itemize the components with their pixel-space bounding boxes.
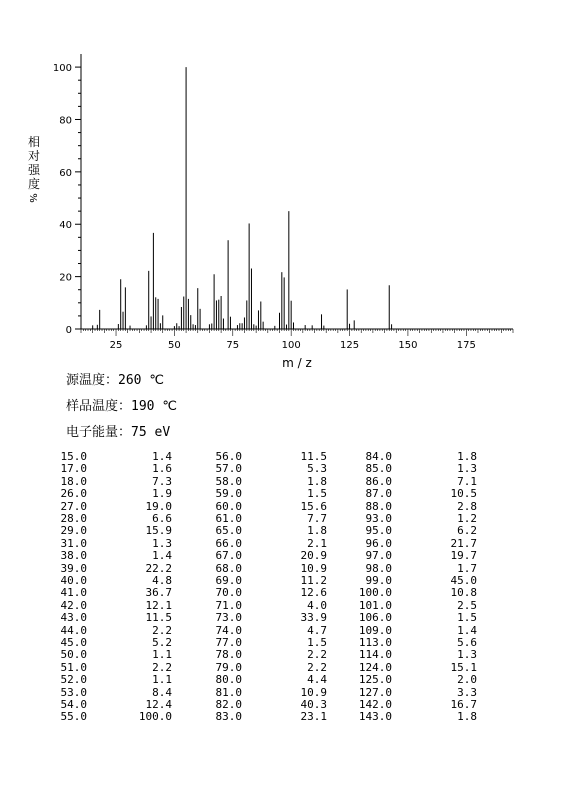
mz-value: 26.0 [60, 487, 87, 501]
mz-value: 106.0 [358, 611, 392, 625]
x-tick-label: 100 [281, 340, 301, 351]
table-row [62, 624, 492, 637]
mz-value: 67.0 [215, 549, 242, 563]
intensity-value: 15.9 [145, 524, 172, 538]
table-row [62, 500, 492, 513]
y-tick-label: 80 [59, 115, 72, 127]
mz-value: 65.0 [215, 524, 242, 538]
y-tick-label: 20 [59, 272, 72, 284]
intensity-value: 6.2 [457, 524, 477, 538]
intensity-value: 7.3 [152, 474, 172, 488]
intensity-value: 1.1 [152, 648, 172, 662]
x-tick-label: 175 [456, 340, 476, 351]
intensity-value: 21.7 [450, 536, 477, 550]
intensity-value: 15.6 [300, 499, 327, 513]
mz-value: 101.0 [358, 598, 392, 612]
intensity-value: 4.7 [307, 623, 327, 637]
table-row [62, 512, 492, 525]
x-tick-label: 50 [168, 340, 181, 351]
intensity-value: 5.6 [457, 636, 477, 649]
mz-value: 39.0 [60, 561, 87, 575]
table-row [62, 450, 492, 463]
table-row [62, 549, 492, 562]
mz-value: 99.0 [365, 574, 392, 587]
intensity-value: 6.6 [152, 512, 172, 525]
mz-value: 87.0 [365, 487, 392, 501]
intensity-value: 2.8 [457, 499, 477, 513]
mz-value: 56.0 [215, 450, 242, 463]
intensity-value: 2.2 [307, 660, 327, 674]
mz-value: 78.0 [215, 648, 242, 662]
intensity-value: 1.4 [152, 450, 172, 463]
intensity-value: 8.4 [152, 685, 172, 699]
mz-value: 29.0 [60, 524, 87, 538]
mz-value: 127.0 [358, 685, 392, 699]
sample-temp-value: 190 ℃ [131, 399, 177, 414]
mz-value: 27.0 [60, 499, 87, 513]
mz-value: 59.0 [215, 487, 242, 501]
intensity-value: 1.8 [457, 450, 477, 463]
mz-value: 40.0 [60, 574, 87, 587]
mz-value: 44.0 [60, 623, 87, 637]
table-row [62, 648, 492, 661]
spectrum-bars [93, 67, 392, 329]
table-row [62, 686, 492, 699]
mz-value: 88.0 [365, 499, 392, 513]
intensity-value: 20.9 [300, 549, 327, 563]
intensity-value: 1.2 [457, 512, 477, 525]
mz-value: 143.0 [358, 710, 392, 724]
table-row [62, 537, 492, 550]
x-tick-label: 25 [109, 340, 123, 351]
source-temp-label: 源温度： [66, 373, 119, 388]
mz-value: 66.0 [215, 536, 242, 550]
intensity-value: 1.4 [152, 549, 172, 563]
mz-value: 70.0 [215, 586, 242, 600]
mz-value: 68.0 [215, 561, 242, 575]
intensity-value: 2.2 [307, 648, 327, 662]
table-row [62, 661, 492, 674]
table-row [62, 487, 492, 500]
y-tick-label: 100 [52, 63, 72, 75]
intensity-value: 1.5 [307, 636, 327, 649]
intensity-value: 7.7 [307, 512, 327, 525]
mz-value: 114.0 [358, 648, 392, 662]
intensity-value: 16.7 [450, 698, 477, 711]
mz-value: 15.0 [60, 450, 87, 463]
mz-value: 82.0 [215, 698, 242, 711]
intensity-value: 12.6 [300, 586, 327, 600]
intensity-value: 1.8 [457, 710, 477, 724]
mz-value: 100.0 [358, 586, 392, 600]
table-row [62, 475, 492, 488]
electron-energy-label: 电子能量： [66, 425, 132, 440]
y-tick-label: 0 [65, 325, 72, 336]
mz-value: 98.0 [365, 561, 392, 575]
sample-temperature [66, 395, 177, 414]
mz-value: 113.0 [358, 636, 392, 649]
intensity-value: 1.6 [152, 462, 172, 476]
x-axis-label: m / z [282, 356, 312, 370]
intensity-value: 11.5 [300, 450, 327, 463]
mz-value: 79.0 [215, 660, 242, 674]
mz-value: 45.0 [60, 636, 87, 649]
intensity-value: 2.0 [457, 673, 477, 687]
x-tick-label: 75 [226, 340, 240, 351]
mz-value: 97.0 [365, 549, 392, 563]
table-row [62, 574, 492, 587]
mz-value: 74.0 [215, 623, 242, 637]
intensity-value: 10.5 [450, 487, 477, 501]
mz-value: 43.0 [60, 611, 87, 625]
mz-value: 38.0 [60, 549, 87, 563]
mz-value: 50.0 [60, 648, 87, 662]
source-temperature [66, 369, 164, 388]
y-tick-label: 60 [59, 167, 72, 179]
mz-value: 17.0 [60, 462, 87, 476]
intensity-value: 5.2 [152, 636, 172, 649]
mz-value: 86.0 [365, 474, 392, 488]
mz-value: 57.0 [215, 462, 242, 476]
mz-value: 95.0 [365, 524, 392, 538]
intensity-value: 1.7 [457, 561, 477, 575]
intensity-value: 4.0 [307, 598, 327, 612]
y-axis-label-char: 对 [27, 149, 41, 163]
table-row [62, 636, 492, 649]
intensity-value: 2.5 [457, 598, 477, 612]
mz-value: 84.0 [365, 450, 392, 463]
intensity-value: 1.3 [457, 648, 477, 662]
mz-value: 124.0 [358, 660, 392, 674]
y-axis-label-char: 相 [27, 135, 41, 149]
table-row [62, 524, 492, 537]
y-tick-label: 40 [59, 220, 72, 232]
table-row [62, 698, 492, 711]
mz-value: 93.0 [365, 512, 392, 525]
intensity-value: 7.1 [457, 474, 477, 488]
intensity-value: 2.2 [152, 660, 172, 674]
table-row [62, 462, 492, 475]
chart-axes [75, 54, 513, 336]
mz-value: 77.0 [215, 636, 242, 649]
intensity-value: 1.5 [457, 611, 477, 625]
mz-value: 61.0 [215, 512, 242, 525]
mz-value: 28.0 [60, 512, 87, 525]
intensity-value: 10.9 [300, 561, 327, 575]
sample-temp-label: 样品温度： [66, 399, 132, 414]
intensity-value: 45.0 [450, 574, 477, 587]
intensity-value: 4.8 [152, 574, 172, 587]
y-axis-label-char: 度 [27, 177, 41, 191]
mz-value: 31.0 [60, 536, 87, 550]
mz-value: 69.0 [215, 574, 242, 587]
mz-value: 41.0 [60, 586, 87, 600]
table-row [62, 673, 492, 686]
mz-value: 42.0 [60, 598, 87, 612]
table-row [62, 710, 492, 723]
table-row [62, 611, 492, 624]
mz-value: 80.0 [215, 673, 242, 687]
intensity-value: 1.3 [457, 462, 477, 476]
intensity-value: 22.2 [145, 561, 172, 575]
mz-value: 18.0 [60, 474, 87, 488]
intensity-value: 1.1 [152, 673, 172, 687]
intensity-value: 11.5 [145, 611, 172, 625]
intensity-value: 2.2 [152, 623, 172, 637]
x-tick-label: 150 [398, 340, 418, 351]
intensity-value: 100.0 [138, 710, 172, 724]
intensity-value: 2.1 [307, 536, 327, 550]
mz-value: 71.0 [215, 598, 242, 612]
intensity-value: 1.9 [152, 487, 172, 501]
table-row [62, 586, 492, 599]
mz-value: 85.0 [365, 462, 392, 476]
mz-value: 83.0 [215, 710, 242, 724]
intensity-value: 1.5 [307, 487, 327, 501]
intensity-value: 1.8 [307, 524, 327, 538]
electron-energy-value: 75 eV [131, 425, 171, 440]
mz-value: 55.0 [60, 710, 87, 724]
mz-value: 60.0 [215, 499, 242, 513]
intensity-value: 19.0 [145, 499, 172, 513]
mass-spectrum-chart [0, 0, 570, 380]
intensity-value: 12.4 [145, 698, 172, 711]
mz-value: 53.0 [60, 685, 87, 699]
mz-value: 73.0 [215, 611, 242, 625]
mz-value: 52.0 [60, 673, 87, 687]
intensity-value: 4.4 [307, 673, 327, 687]
x-tick-label: 125 [339, 340, 360, 351]
intensity-value: 5.3 [307, 462, 327, 476]
y-axis-label-char: 强 [27, 163, 41, 177]
intensity-value: 36.7 [145, 586, 172, 600]
source-temp-value: 260 ℃ [118, 373, 164, 388]
mz-value: 142.0 [358, 698, 392, 711]
intensity-value: 15.1 [450, 660, 477, 674]
intensity-value: 40.3 [300, 698, 327, 711]
table-row [62, 599, 492, 612]
mz-value: 54.0 [60, 698, 87, 711]
mz-value: 125.0 [358, 673, 392, 687]
mz-value: 109.0 [358, 623, 392, 637]
intensity-value: 1.4 [457, 623, 477, 637]
mz-value: 96.0 [365, 536, 392, 550]
intensity-value: 1.8 [307, 474, 327, 488]
mz-value: 81.0 [215, 685, 242, 699]
mz-value: 58.0 [215, 474, 242, 488]
electron-energy [66, 421, 170, 440]
intensity-value: 19.7 [450, 549, 477, 563]
table-row [62, 562, 492, 575]
intensity-value: 10.8 [450, 586, 477, 600]
intensity-value: 10.9 [300, 685, 327, 699]
intensity-value: 23.1 [300, 710, 327, 724]
intensity-value: 33.9 [300, 611, 327, 625]
intensity-value: 11.2 [300, 574, 327, 587]
mz-value: 51.0 [60, 660, 87, 674]
y-axis-label-char: % [27, 193, 38, 203]
intensity-value: 12.1 [145, 598, 172, 612]
intensity-value: 1.3 [152, 536, 172, 550]
intensity-value: 3.3 [457, 685, 477, 699]
